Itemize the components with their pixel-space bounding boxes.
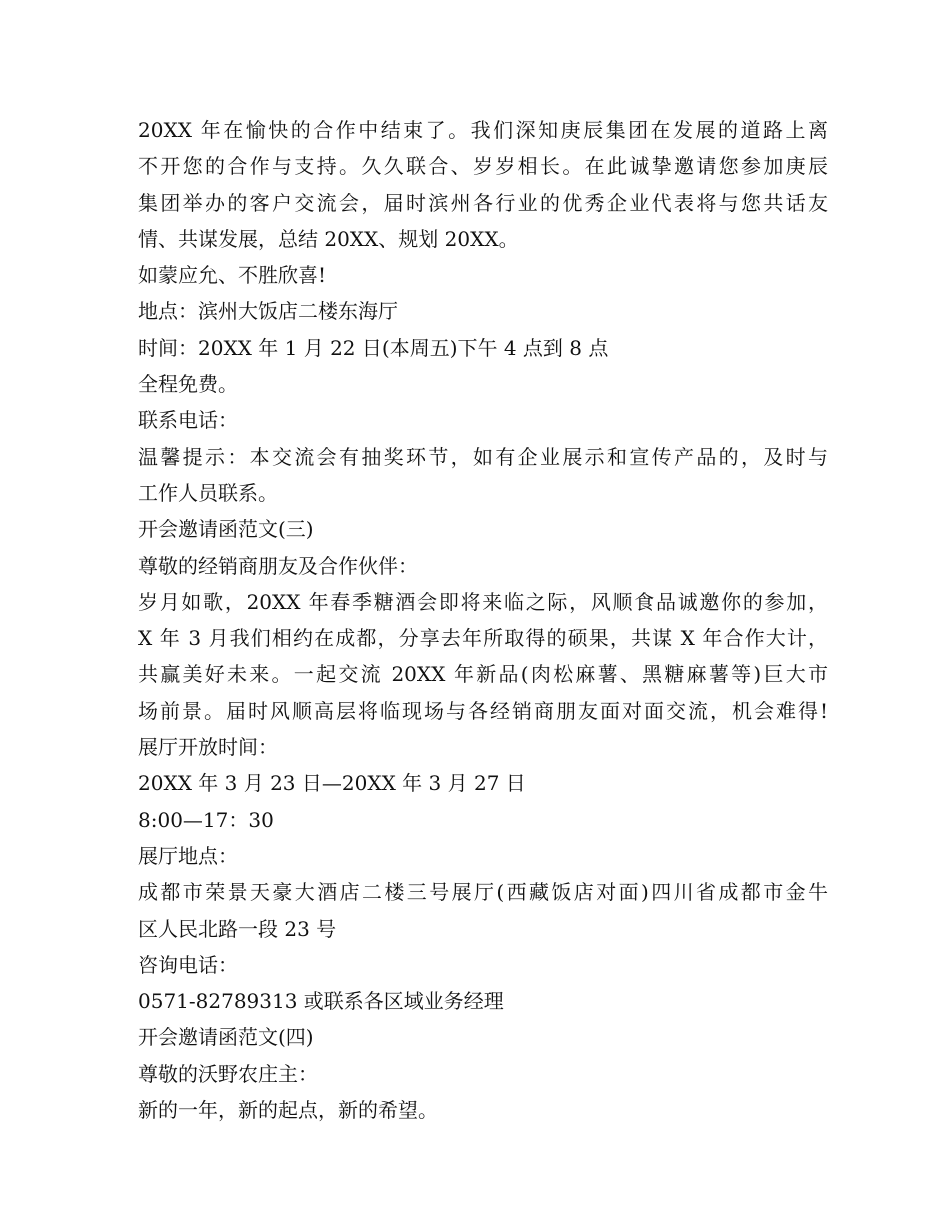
- text-line: 地点：滨州大饭店二楼东海厅: [138, 299, 398, 324]
- text-line: 咨询电话：: [138, 952, 238, 977]
- text-line: 时间：20XX 年 1 月 22 日(本周五)下午 4 点到 8 点: [138, 335, 609, 360]
- text-line: 工作人员联系。: [138, 480, 278, 505]
- text-line: 温馨提示：本交流会有抽奖环节，如有企业展示和宣传产品的，及时与: [138, 444, 828, 469]
- text-line: 岁月如歌，20XX 年春季糖酒会即将来临之际，风顺食品诚邀你的参加，: [138, 589, 828, 614]
- text-line: 如蒙应允、不胜欣喜!: [138, 263, 327, 288]
- salutation: 尊敬的沃野农庄主：: [138, 1061, 318, 1086]
- text-line: 成都市荣景天豪大酒店二楼三号展厅(西藏饭店对面)四川省成都市金牛: [138, 880, 828, 905]
- text-line: 不开您的合作与支持。久久联合、岁岁相长。在此诚挚邀请您参加庚辰: [138, 154, 828, 179]
- section-heading: 开会邀请函范文(四): [138, 1025, 314, 1050]
- text-line: 展厅开放时间：: [138, 735, 278, 760]
- document-body: [138, 112, 828, 1128]
- text-line: 场前景。届时风顺高层将临现场与各经销商朋友面对面交流，机会难得!: [138, 698, 828, 723]
- text-line: 0571-82789313 或联系各区域业务经理: [138, 989, 504, 1014]
- text-line: 全程免费。: [138, 372, 238, 397]
- text-line: X 年 3 月我们相约在成都，分享去年所取得的硕果，共谋 X 年合作大计，: [138, 626, 828, 651]
- text-line: 20XX 年在愉快的合作中结束了。我们深知庚辰集团在发展的道路上离: [138, 118, 828, 142]
- text-line: 集团举办的客户交流会，届时滨州各行业的优秀企业代表将与您共话友: [138, 190, 828, 215]
- text-line: 8:00—17：30: [138, 807, 274, 832]
- text-line: 区人民北路一段 23 号: [138, 916, 337, 941]
- text-line: 共赢美好未来。一起交流 20XX 年新品(肉松麻薯、黑糖麻薯等)巨大市: [138, 662, 828, 687]
- text-line: 联系电话：: [138, 408, 238, 433]
- text-line: 20XX 年 3 月 23 日—20XX 年 3 月 27 日: [138, 771, 526, 796]
- text-line: 展厅地点：: [138, 843, 238, 868]
- section-heading: 开会邀请函范文(三): [138, 517, 314, 542]
- salutation: 尊敬的经销商朋友及合作伙伴：: [138, 553, 418, 578]
- text-line: 新的一年，新的起点，新的希望。: [138, 1098, 438, 1123]
- text-line: 情、共谋发展，总结 20XX、规划 20XX。: [138, 226, 519, 251]
